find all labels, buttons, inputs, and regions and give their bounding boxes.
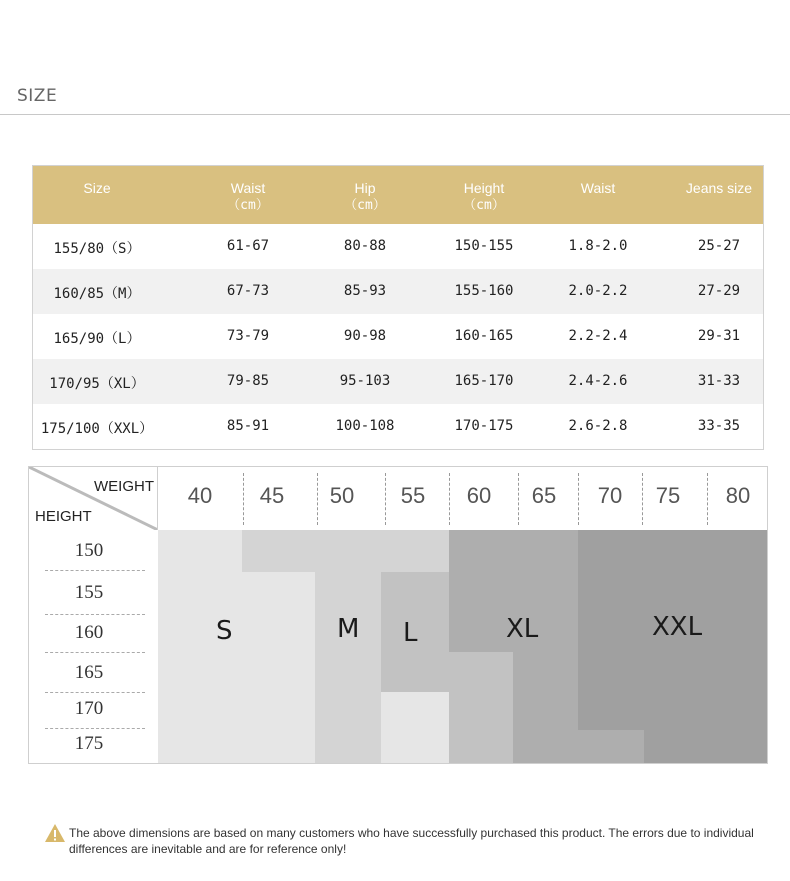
weight-tick-label: 80 xyxy=(725,483,751,508)
size-zone-l xyxy=(449,652,513,763)
height-tick-label: 165 xyxy=(74,662,104,683)
size-label-xl: XL xyxy=(506,614,539,644)
size-zone-xxl xyxy=(644,730,767,763)
weight-tick-label: 65 xyxy=(531,483,557,508)
table-cell: 100-108 xyxy=(335,418,395,434)
size-label-xxl: XXL xyxy=(652,612,703,642)
weight-tick-label: 45 xyxy=(259,483,285,508)
weight-tick-label: 50 xyxy=(329,483,355,508)
table-cell: 2.4-2.6 xyxy=(568,373,628,389)
table-cell: 165-170 xyxy=(454,373,514,389)
table-cell: 90-98 xyxy=(343,328,387,344)
height-separator xyxy=(45,614,145,615)
table-row xyxy=(33,314,763,359)
table-row xyxy=(33,224,763,269)
weight-tick-label: 60 xyxy=(466,483,492,508)
height-scale xyxy=(29,530,158,763)
size-zone-m xyxy=(315,530,449,572)
weight-tick-label: 70 xyxy=(597,483,623,508)
table-row xyxy=(33,269,763,314)
weight-scale xyxy=(158,467,767,530)
weight-tick-label: 40 xyxy=(187,483,213,508)
size-table-header xyxy=(33,166,763,224)
table-cell: 2.0-2.2 xyxy=(568,283,628,299)
table-cell: 150-155 xyxy=(454,238,514,254)
height-separator xyxy=(45,728,145,729)
table-cell: 160/85（M） xyxy=(53,286,141,302)
table-cell: 155/80（S） xyxy=(53,241,141,257)
chart-corner-cell xyxy=(29,467,158,530)
table-cell: 95-103 xyxy=(339,373,391,389)
weight-tick-label: 75 xyxy=(655,483,681,508)
size-zones xyxy=(158,530,767,763)
weight-separator xyxy=(578,473,579,525)
size-zone-s xyxy=(242,572,315,763)
size-label-m: M xyxy=(337,614,360,644)
title-divider xyxy=(0,114,790,115)
table-cell: 170/95（XL） xyxy=(49,376,145,392)
table-cell: 79-85 xyxy=(226,373,270,389)
table-cell: 31-33 xyxy=(697,373,741,389)
table-cell: 67-73 xyxy=(226,283,270,299)
table-cell: 85-93 xyxy=(343,283,387,299)
table-cell: 1.8-2.0 xyxy=(568,238,628,254)
table-cell: 155-160 xyxy=(454,283,514,299)
size-label-l: L xyxy=(403,618,418,648)
height-tick-label: 150 xyxy=(74,540,104,561)
size-zone-m xyxy=(242,530,315,572)
header-height-cm: Height （cm） xyxy=(463,180,505,213)
weight-separator xyxy=(518,473,519,525)
size-zone-xl xyxy=(513,652,578,763)
height-tick-label: 175 xyxy=(74,733,104,754)
header-waist: Waist xyxy=(580,180,616,196)
table-cell: 61-67 xyxy=(226,238,270,254)
weight-separator xyxy=(385,473,386,525)
height-separator xyxy=(45,692,145,693)
weight-separator xyxy=(707,473,708,525)
table-cell: 73-79 xyxy=(226,328,270,344)
warning-icon xyxy=(44,823,66,843)
table-cell: 175/100（XXL） xyxy=(40,421,154,437)
disclaimer-text: The above dimensions are based on many customers who have successfully purchased this product. The errors due to individual differences are inevitable and are for reference only! xyxy=(69,826,754,856)
table-row xyxy=(33,404,763,449)
table-cell: 160-165 xyxy=(454,328,514,344)
table-cell: 2.6-2.8 xyxy=(568,418,628,434)
table-cell: 25-27 xyxy=(697,238,741,254)
table-cell: 85-91 xyxy=(226,418,270,434)
table-cell: 2.2-2.4 xyxy=(568,328,628,344)
weight-separator xyxy=(243,473,244,525)
table-cell: 165/90（L） xyxy=(53,331,141,347)
section-title: SIZE xyxy=(17,86,58,106)
table-cell: 29-31 xyxy=(697,328,741,344)
height-separator xyxy=(45,570,145,571)
table-cell: 27-29 xyxy=(697,283,741,299)
weight-separator xyxy=(642,473,643,525)
header-hip-cm: Hip （cm） xyxy=(344,180,386,213)
weight-separator xyxy=(449,473,450,525)
header-jeans-size: Jeans size xyxy=(685,180,753,196)
height-tick-label: 160 xyxy=(74,622,104,643)
size-zone-s xyxy=(381,692,449,763)
weight-axis-label: WEIGHT xyxy=(94,478,154,495)
size-label-s: S xyxy=(216,616,233,646)
table-cell: 80-88 xyxy=(343,238,387,254)
table-cell: 33-35 xyxy=(697,418,741,434)
table-cell: 170-175 xyxy=(454,418,514,434)
size-fit-chart xyxy=(28,466,768,764)
weight-separator xyxy=(317,473,318,525)
size-zone-xl xyxy=(578,730,644,763)
size-zone-m xyxy=(315,572,381,763)
height-tick-label: 155 xyxy=(74,582,104,603)
height-tick-label: 170 xyxy=(74,698,104,719)
header-waist-cm: Waist （cm） xyxy=(227,180,269,213)
size-zone-s xyxy=(158,530,242,763)
weight-tick-label: 55 xyxy=(400,483,426,508)
height-separator xyxy=(45,652,145,653)
header-size: Size xyxy=(83,180,111,196)
table-row xyxy=(33,359,763,404)
height-axis-label: HEIGHT xyxy=(35,508,92,525)
size-table xyxy=(32,165,764,450)
